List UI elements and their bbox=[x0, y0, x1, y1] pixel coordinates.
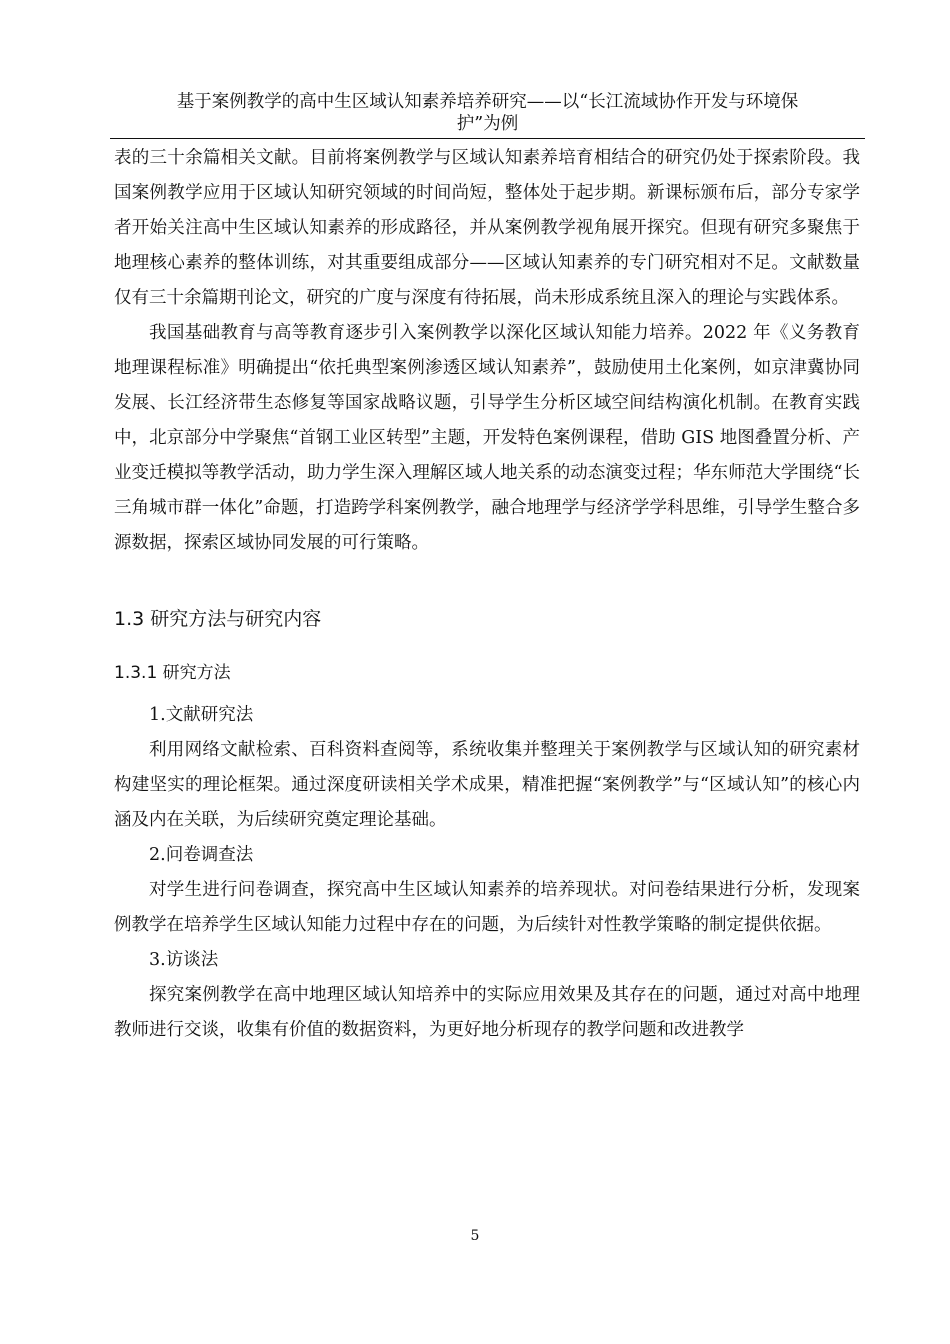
spacer bbox=[114, 634, 860, 658]
paragraph-case-teaching-practice: 我国基础教育与高等教育逐步引入案例教学以深化区域认知能力培养。2022 年《义务教育地理课程标准》明确提出“依托典型案例渗透区域认知素养”，鼓励使用土化案例，如京津冀协同发展、长江经济带生态修复等国家战略议题，引导学生分析区域空间结构演化机制。在教育实践中，北京部分中学聚焦“首钢工业区转型”主题，开发特色案例课程，借助 GIS 地图叠置分析、产业变迁模拟等教学活动，助力学生深入理解区域人地关系的动态演变过程；华东师范大学围绕“长三角城市群一体化”命题，打造跨学科案例教学，融合地理学与经济学学科思维，引导学生整合多源数据，探索区域协同发展的可行策略。 bbox=[114, 323, 860, 553]
method-title-questionnaire: 2.问卷调查法 bbox=[149, 845, 254, 865]
paragraph-literature-status: 表的三十余篇相关文献。目前将案例教学与区域认知素养培育相结合的研究仍处于探索阶段。我国案例教学应用于区域认知研究领域的时间尚短，整体处于起步期。新课标颁布后，部分专家学者开始关注高中生区域认知素养的形成路径，并从案例教学视角展开探究。但现有研究多聚焦于地理核心素养的整体训练，对其重要组成部分——区域认知素养的专门研究相对不足。文献数量仅有三十余篇期刊论文，研究的广度与深度有待拓展，尚未形成系统且深入的理论与实践体系。 bbox=[114, 148, 860, 308]
spacer bbox=[114, 688, 860, 698]
method-text-questionnaire: 对学生进行问卷调查，探究高中生区域认知素养的培养现状。对问卷结果进行分析，发现案例教学在培养学生区域认知能力过程中存在的问题，为后续针对性教学策略的制定提供依据。 bbox=[114, 880, 860, 935]
subsection-heading: 1.3.1 研究方法 bbox=[114, 663, 231, 683]
header-divider bbox=[110, 138, 865, 139]
section-heading: 1.3 研究方法与研究内容 bbox=[114, 608, 322, 630]
method-text-literature: 利用网络文献检索、百科资料查阅等，系统收集并整理关于案例教学与区域认知的研究素材构建坚实的理论框架。通过深度研读相关学术成果，精准把握“案例教学”与“区域认知”的核心内涵及内在关联，为后续研究奠定理论基础。 bbox=[114, 740, 860, 830]
header-title-line2: 护”为例 bbox=[456, 114, 519, 134]
method-title-literature: 1.文献研究法 bbox=[149, 705, 254, 725]
header-title-line1: 基于案例教学的高中生区域认知素养培养研究——以“长江流域协作开发与环境保 bbox=[176, 92, 799, 112]
method-text-interview: 探究案例教学在高中地理区域认知培养中的实际应用效果及其存在的问题，通过对高中地理教师进行交谈，收集有价值的数据资料，为更好地分析现存的教学问题和改进教学 bbox=[114, 985, 860, 1040]
spacer bbox=[114, 561, 860, 604]
page-content bbox=[114, 141, 860, 1048]
page-number: 5 bbox=[470, 1228, 480, 1244]
method-title-interview: 3.访谈法 bbox=[149, 950, 219, 970]
running-header bbox=[110, 91, 865, 135]
